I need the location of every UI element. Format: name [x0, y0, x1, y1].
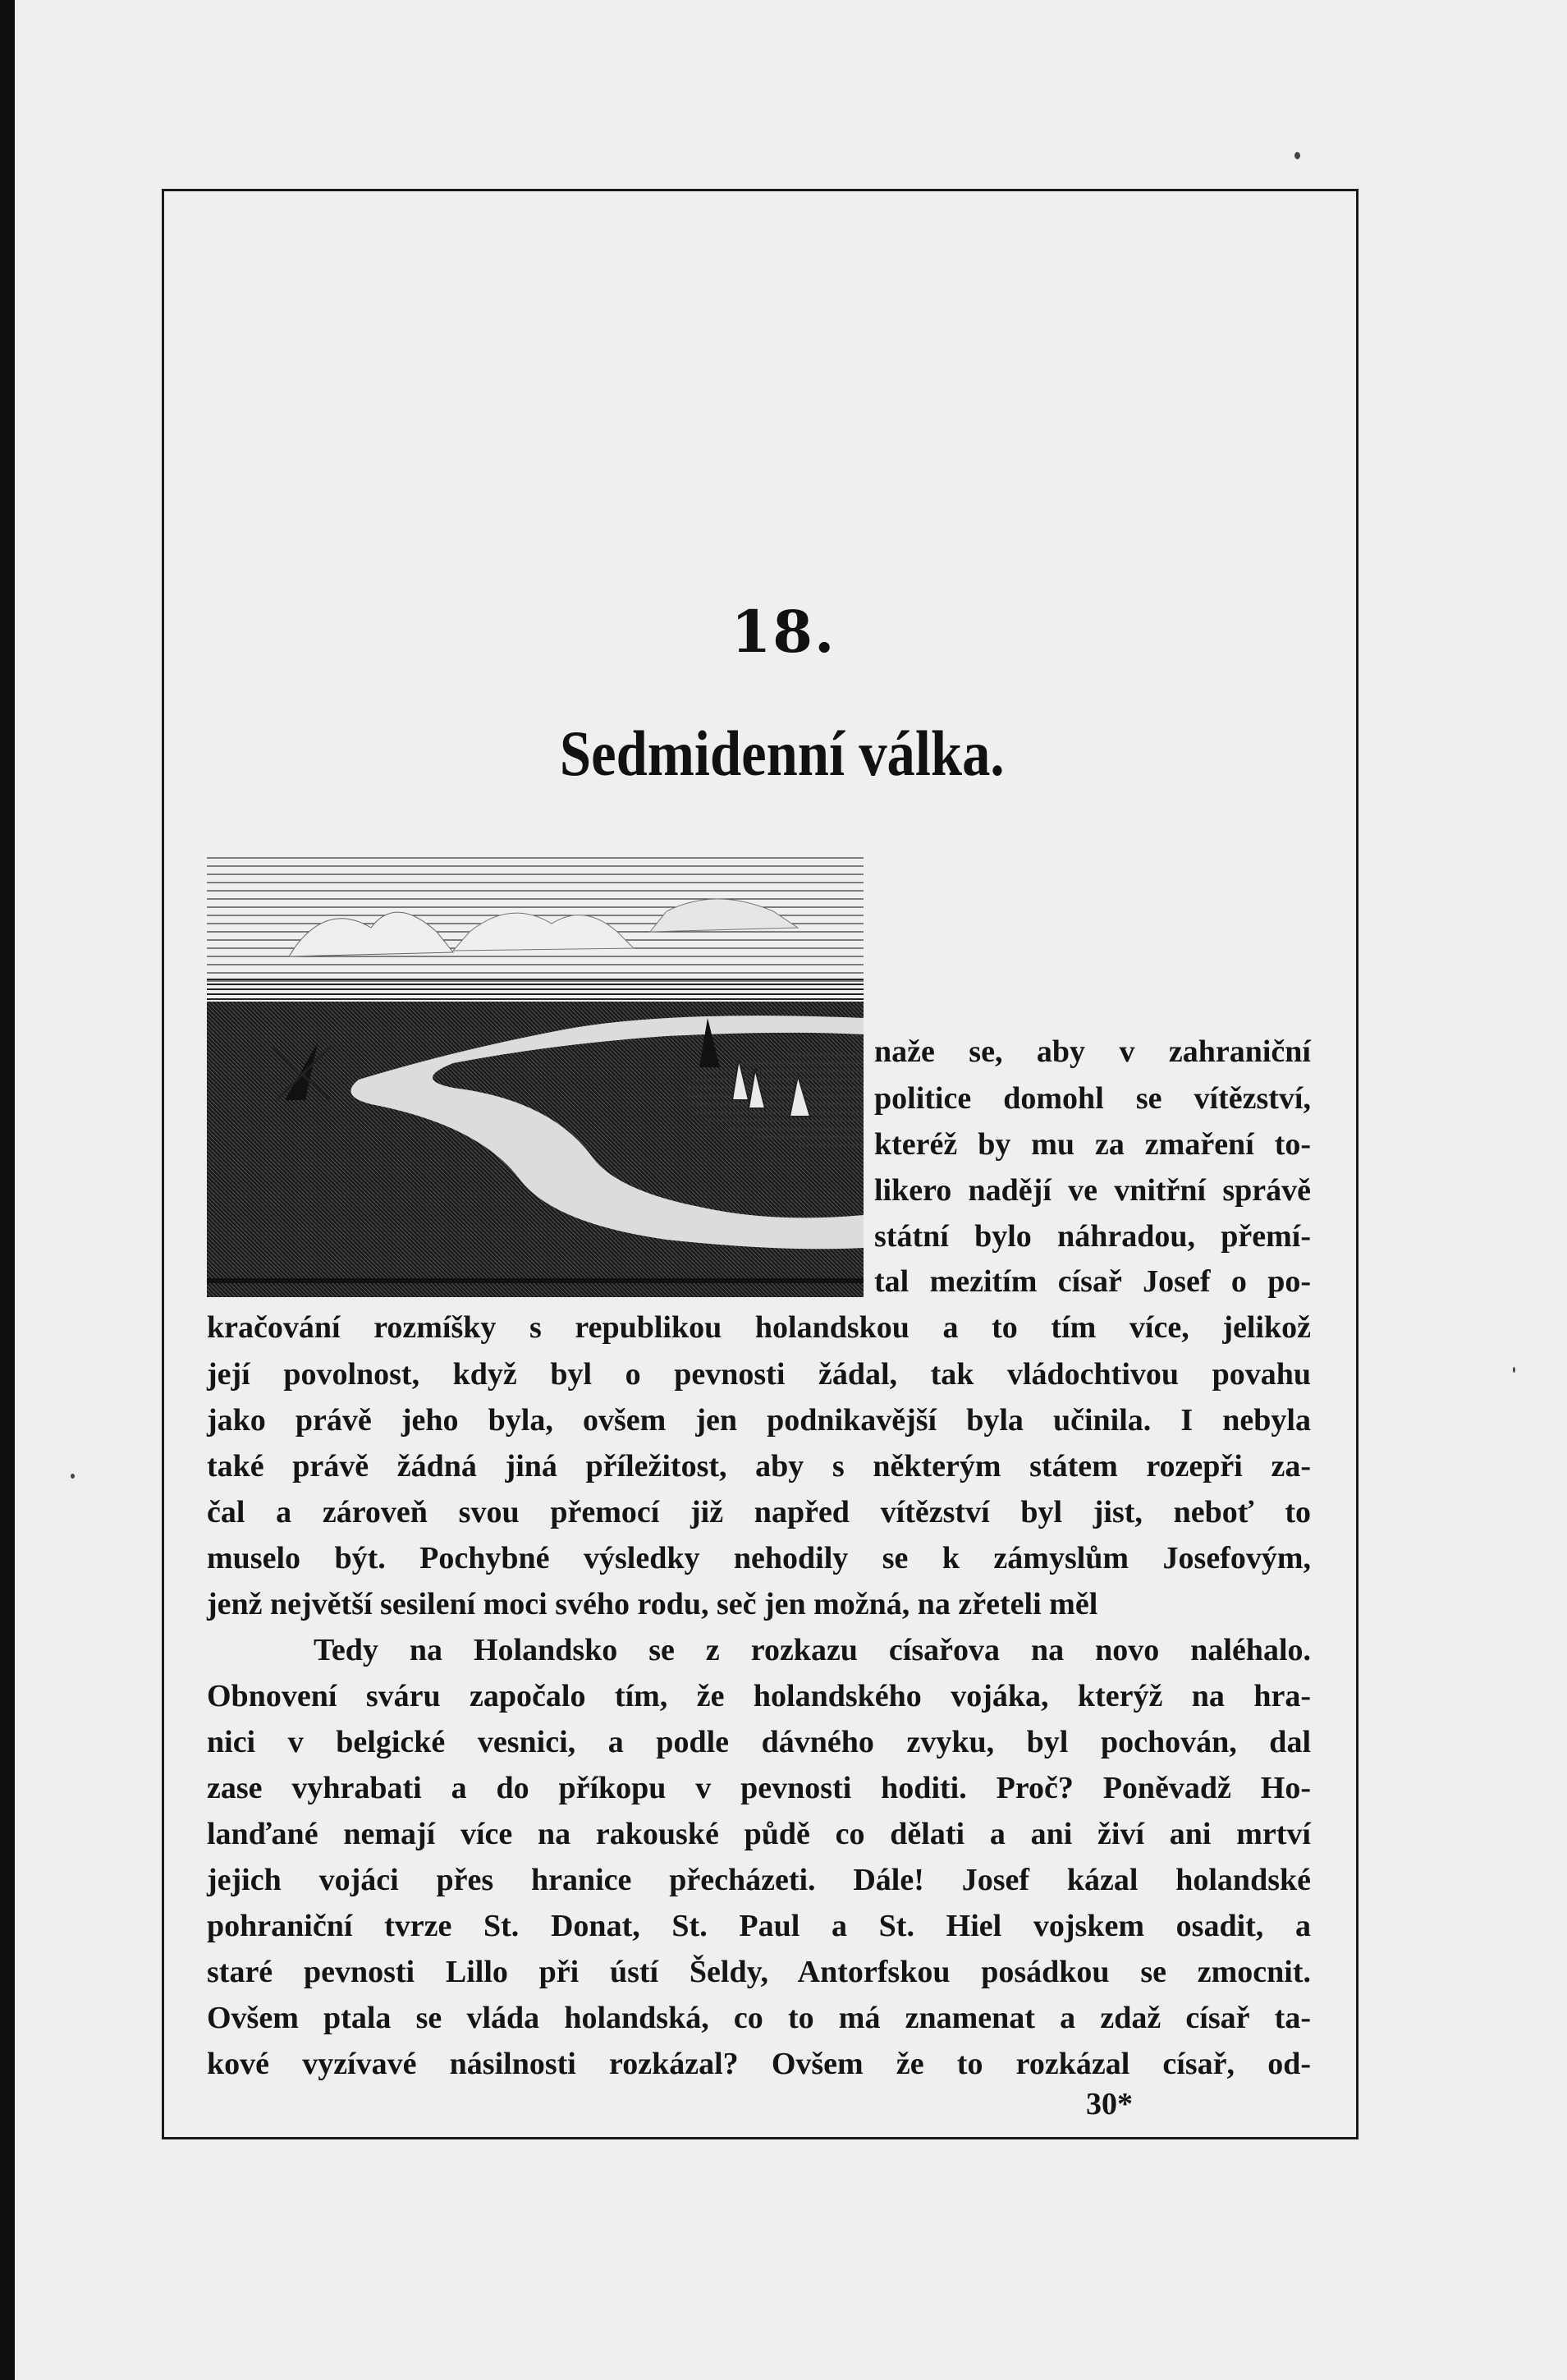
- text-line: zase vyhrabati a do příkopu v pevnosti hoditi. Proč? Poněvadž Ho-: [207, 1771, 1311, 1805]
- paragraph-first-line: Tedy na Holandsko se z rozkazu císařova na novo naléhalo.: [314, 1633, 1311, 1667]
- text-line: politice domohl se vítězství,: [874, 1081, 1311, 1116]
- paper-speck: [1513, 1367, 1515, 1373]
- text-line: státní bylo náhradou, přemí-: [874, 1219, 1311, 1254]
- text-line: pohraniční tvrze St. Donat, St. Paul a St. Hiel vojskem osadit, a: [207, 1909, 1311, 1943]
- printer-signature-mark: 30*: [1086, 2087, 1133, 2121]
- text-line: naže se, aby v zahraniční: [874, 1034, 1311, 1069]
- text-line: Ovšem ptala se vláda holandská, co to má znamenat a zdaž císař ta-: [207, 2001, 1311, 2035]
- text-line: kračování rozmíšky s republikou holandskou a to tím více, jelikož: [207, 1310, 1311, 1345]
- text-line: nici v belgické vesnici, a podle dávného zvyku, byl pochován, dal: [207, 1725, 1311, 1759]
- text-line: tal mezitím císař Josef o po-: [874, 1264, 1311, 1299]
- text-line: její povolnost, když byl o pevnosti žádal, tak vládochtivou povahu: [207, 1357, 1311, 1392]
- text-line: kteréž by mu za zmaření to-: [874, 1127, 1311, 1162]
- text-line: kové vyzívavé násilnosti rozkázal? Ovšem že to rozkázal císař, od-: [207, 2047, 1311, 2081]
- text-line: likero nadějí ve vnitřní správě: [874, 1173, 1311, 1208]
- paper-speck: [1294, 152, 1300, 159]
- chapter-title: Sedmidenní válka.: [559, 718, 1005, 789]
- chapter-number: 18.: [731, 598, 836, 666]
- text-line: jejich vojáci přes hranice přecházeti. Dále! Josef kázal holandské: [207, 1863, 1311, 1897]
- text-line: staré pevnosti Lillo při ústí Šeldy, Antorfskou posádkou se zmocnit.: [207, 1955, 1311, 1989]
- text-line: lanďané nemají více na rakouské půdě co dělati a ani živí ani mrtví: [207, 1817, 1311, 1851]
- text-line: také právě žádná jiná příležitost, aby s některým státem rozepři za-: [207, 1449, 1311, 1483]
- text-line: jako právě jeho byla, ovšem jen podnikavější byla učinila. I nebyla: [207, 1403, 1311, 1438]
- text-line: muselo být. Pochybné výsledky nehodily se k zámyslům Josefovým,: [207, 1541, 1311, 1575]
- text-line: čal a zároveň svou přemocí již napřed vítězství byl jist, neboť to: [207, 1495, 1311, 1529]
- text-line: jenž největší sesilení moci svého rodu, seč jen možná, na zřeteli měl: [207, 1587, 1098, 1621]
- river-landscape-engraving: [207, 854, 864, 1297]
- paper-speck: [71, 1474, 75, 1479]
- text-line: Obnovení sváru započalo tím, že holandského vojáka, kterýž na hra-: [207, 1679, 1311, 1713]
